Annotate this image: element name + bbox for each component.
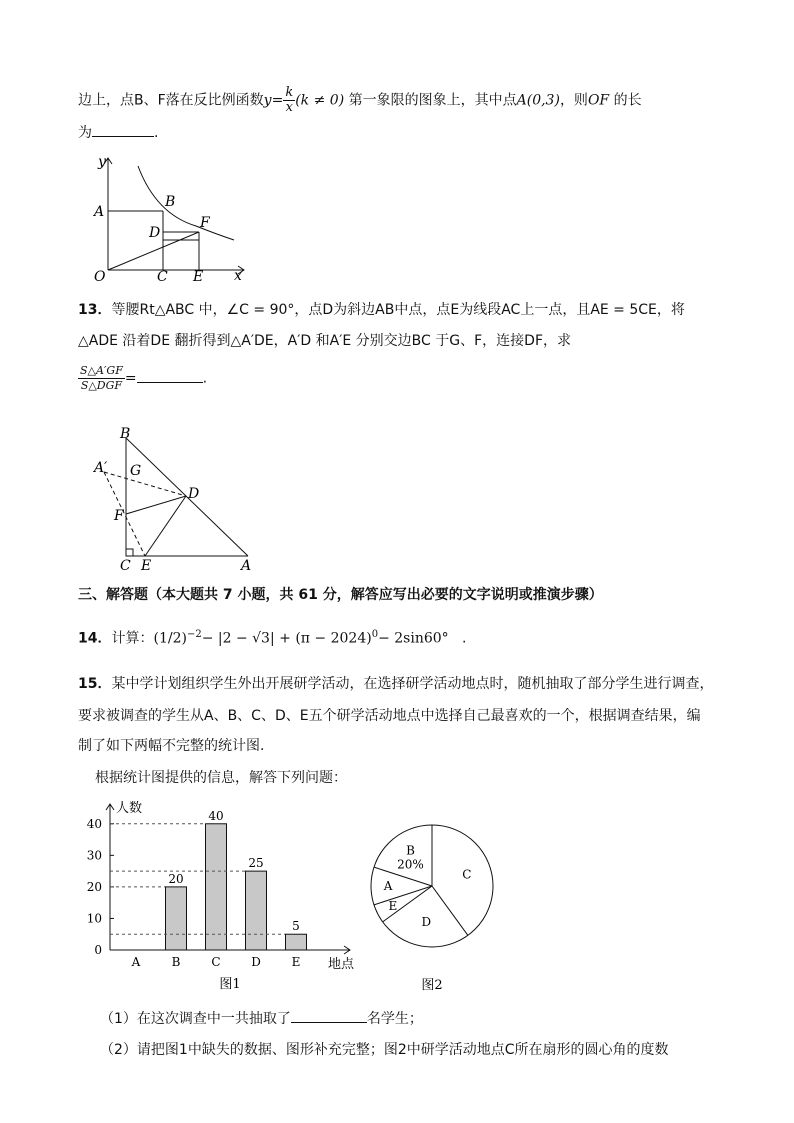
q13-line1: 13．等腰Rt△ABC 中，∠C = 90°，点D为斜边AB中点，点E为线段AC上一点，且AE = 5CE，将 <box>78 302 685 318</box>
q13-figure <box>88 424 258 574</box>
function-fraction: $\frac{k}{x}$ <box>285 85 294 115</box>
x-tick-label: E <box>291 955 301 969</box>
q12-line1: 边上，点B、F落在反比例函数y= $\frac{k}{x}$ (k ≠ 0) 第一象限的图象上，其中点A(0,3)，则OF 的长 <box>78 85 642 115</box>
answer-blank[interactable] <box>291 1008 367 1023</box>
label-B: B <box>120 426 131 442</box>
q15-line4: 根据统计图提供的信息，解答下列问题： <box>95 770 347 786</box>
label-E: E <box>193 269 204 284</box>
bar-E <box>286 934 307 950</box>
section-heading: 三、解答题（本大题共 7 小题，共 61 分，解答应写出必要的文字说明或推演步骤） <box>78 587 603 603</box>
label-D: D <box>188 486 200 502</box>
label-C: C <box>120 558 131 574</box>
q15-sub2: （2）请把图1中缺失的数据、图形补充完整；图2中研学活动地点C所在扇形的圆心角的度数 <box>100 1042 669 1058</box>
x-axis-label: 地点 <box>328 957 355 972</box>
pie-chart-figure-2 <box>360 805 500 995</box>
area-ratio: $\frac{S\triangle A'GF}{\text{S△DGF}}$ <box>80 364 123 392</box>
slice-label-C: C <box>462 867 472 882</box>
bar-D <box>246 871 267 950</box>
q15-sub1: （1）在这次调查中一共抽取了 名学生； <box>100 1008 423 1029</box>
y-axis-label: 人数 <box>116 801 143 816</box>
label-F: F <box>200 215 210 231</box>
y-tick-label: 40 <box>86 816 102 831</box>
slice-percent-B: 20% <box>397 857 424 872</box>
q15-line2: 要求被调查的学生从A、B、C、D、E五个研学活动地点中选择自己最喜欢的一个，根据调查结果，编 <box>78 708 701 724</box>
x-tick-label: D <box>251 955 261 969</box>
label-E: E <box>141 558 152 574</box>
slice-label-B: B <box>406 843 415 858</box>
answer-blank[interactable] <box>92 122 154 137</box>
figure-2-caption: 图2 <box>421 978 443 993</box>
q14-line: 14．计算：$(1/2)^{-2}- |2 - √3| + (\pi - 2024)^0- 2\sin 60^\circ$ . <box>78 629 467 647</box>
label-B: B <box>165 194 176 210</box>
bar-B <box>166 887 187 950</box>
data-label: 20 <box>168 871 184 886</box>
label-y: y <box>98 154 106 170</box>
function-y: y <box>263 92 272 109</box>
x-tick-label: B <box>171 955 181 969</box>
slice-label-D: D <box>421 915 432 930</box>
x-tick-label: A <box>131 955 141 969</box>
label-x: x <box>234 268 242 284</box>
label-A-prime: A′ <box>94 460 108 476</box>
label-G: G <box>130 463 142 479</box>
y-tick-label: 0 <box>94 943 102 957</box>
q12-figure <box>86 154 256 284</box>
label-A: A <box>94 204 105 220</box>
q13-line2: △ADE 沿着DE 翻折得到△A′DE，A′D 和A′E 分别交边BC 于G、F，连接DF，求 <box>78 333 571 349</box>
data-label: 25 <box>248 856 264 871</box>
q15-line3: 制了如下两幅不完整的统计图. <box>78 738 265 754</box>
q15-line1: 15．某中学计划组织学生外出开展研学活动，在选择研学活动地点时，随机抽取了部分学生进行调查， <box>78 676 714 692</box>
data-label: 5 <box>292 919 300 934</box>
bar-C <box>206 824 227 950</box>
slice-label-A: A <box>383 879 393 893</box>
y-tick-label: 20 <box>86 879 102 894</box>
slice-label-E: E <box>388 898 398 913</box>
q13-line3: $\frac{S\triangle A'GF}{\text{S△DGF}}$ = . <box>80 364 208 392</box>
y-tick-label: 30 <box>86 848 102 863</box>
label-F: F <box>114 508 124 524</box>
figure-1-caption: 图1 <box>219 977 241 992</box>
y-tick-label: 10 <box>86 911 102 926</box>
label-D: D <box>149 225 161 241</box>
answer-blank[interactable] <box>137 368 203 383</box>
bar-chart-figure-1 <box>78 798 368 996</box>
q12-line2: 为 . <box>78 122 158 143</box>
label-A: A <box>241 558 252 574</box>
data-label: 40 <box>208 808 224 823</box>
label-O: O <box>94 269 106 284</box>
label-C: C <box>157 269 168 284</box>
x-tick-label: C <box>211 955 221 969</box>
